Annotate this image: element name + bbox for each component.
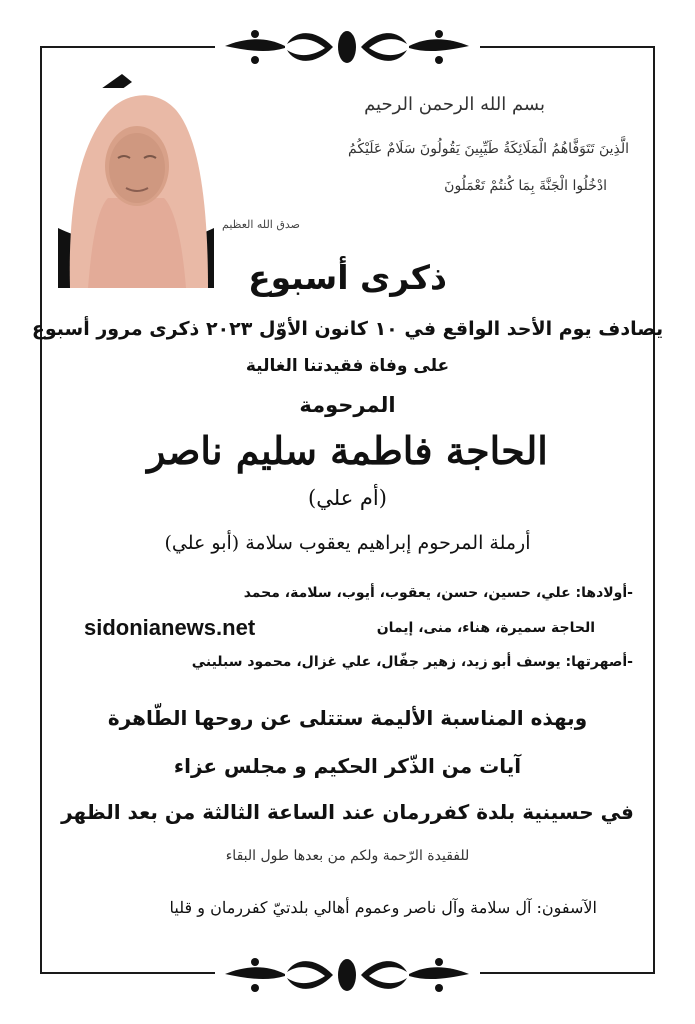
intro-line-2: على وفاة فقيدتنا الغالية [245, 356, 450, 376]
widow-of: أرملة المرحوم إبراهيم يعقوب سلامة (أبو علي) [164, 532, 531, 554]
in-laws-list: -أصهرتها: يوسف أبو زيد، زهير جفّال، علي غزال، محمود سبليني [191, 654, 633, 670]
ceremony-line-3: في حسينية بلدة كفررمان عند الساعة الثالثة من بعد الظهر [61, 800, 634, 824]
sadaqa-text: صدق الله العظيم [222, 218, 300, 231]
bottom-ornament [215, 952, 480, 998]
notice-title: ذكرى أسبوع [248, 258, 447, 297]
deceased-name: الحاجة فاطمة سليم ناصر [147, 428, 548, 473]
quran-verse-line-2: ادْخُلُوا الْجَنَّةَ بِمَا كُنتُمْ تَعْمَلُونَ [444, 178, 607, 194]
ceremony-line-2: آيات من الذّكر الحكيم و مجلس عزاء [173, 754, 522, 778]
intro-line-1: يصادف يوم الأحد الواقع في ١٠ كانون الأوّل ٢٠٢٣ ذكرى مرور أسبوع [31, 318, 664, 340]
mourners-line: الآسفون: آل سلامة وآل ناصر وعموم أهالي بلدتيّ كفررمان و قليا [169, 898, 597, 917]
kunya: (أم علي) [308, 486, 387, 510]
watermark-site: sidonianews.net [84, 615, 256, 640]
sons-list: -أولادها: علي، حسين، حسن، يعقوب، أيوب، سلامة، محمد [243, 585, 633, 601]
ceremony-line-1: وبهذه المناسبة الأليمة ستتلى عن روحها الطّاهرة [107, 706, 588, 730]
basmala: بسم الله الرحمن الرحيم [364, 94, 545, 115]
top-ornament [215, 24, 480, 70]
quran-verse-line-1: الَّذِينَ تَتَوَفَّاهُمُ الْمَلَائِكَةُ طَيِّبِينَ يَقُولُونَ سَلَامٌ عَلَيْكُمُ [348, 141, 629, 157]
marhuma-label: المرحومة [299, 393, 396, 417]
closing-phrase: للفقيدة الرّحمة ولكم من بعدها طول البقاء [225, 848, 470, 864]
daughters-list: الحاجة سميرة، هناء، منى، إيمان [376, 620, 595, 636]
